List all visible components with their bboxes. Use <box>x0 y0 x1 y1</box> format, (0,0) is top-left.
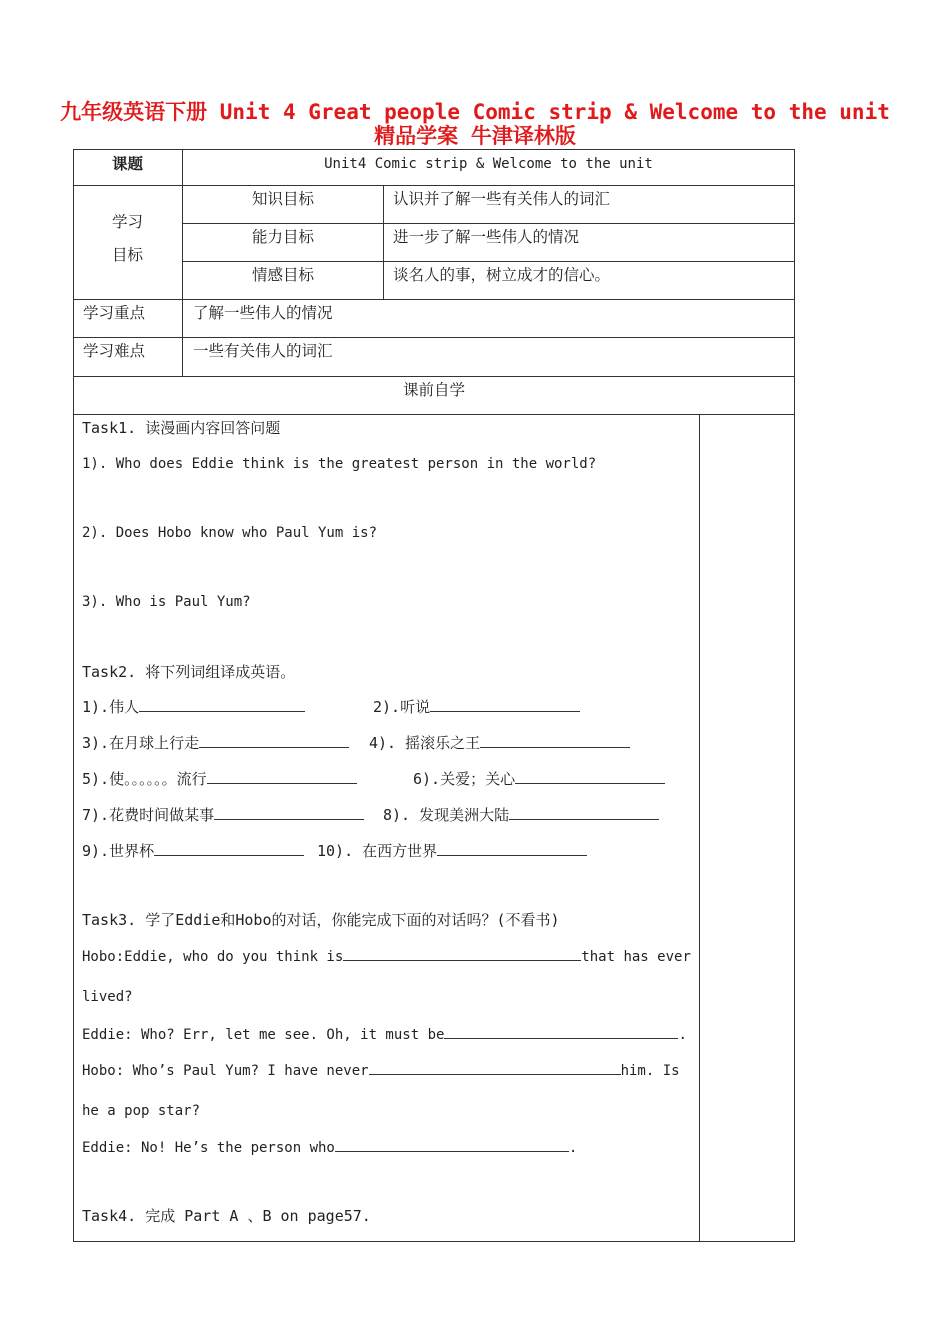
section-title: 课前自学 <box>402 381 465 399</box>
task2-item <box>82 805 364 825</box>
dialogue-text: Eddie: Who? Err, let me see. Oh, it must be <box>82 1027 445 1043</box>
column-divider <box>182 149 183 376</box>
task2-item-label: 1).伟人 <box>82 698 140 716</box>
objectives-label-line2: 目标 <box>111 246 143 264</box>
task2-item-label: 6).关爱；关心 <box>413 770 516 788</box>
task2-item <box>82 841 304 861</box>
row-divider <box>73 376 795 377</box>
document-title-line1: 九年级英语下册 Unit 4 Great people Comic strip & Welcome to the unit <box>60 100 890 124</box>
answer-blank[interactable] <box>199 733 349 748</box>
dialogue-line <box>82 1060 680 1081</box>
task2-item <box>383 805 659 825</box>
task2-item <box>82 733 349 753</box>
task3-heading: Task3. 学了Eddie和Hobo的对话，你能完成下面的对话吗？(不看书) <box>82 911 560 929</box>
answer-blank[interactable] <box>139 697 305 712</box>
dialogue-text: him. Is <box>620 1063 680 1079</box>
objective-name: 知识目标 <box>251 190 314 208</box>
answer-blank[interactable] <box>154 841 304 856</box>
objective-desc: 进一步了解一些伟人的情况 <box>393 228 580 246</box>
key-point-label: 学习重点 <box>83 304 146 322</box>
difficulty-value: 一些有关伟人的词汇 <box>193 342 333 360</box>
answer-blank[interactable] <box>515 769 665 784</box>
task2-item-label: 10). 在西方世界 <box>317 842 438 860</box>
row-divider <box>182 261 795 262</box>
dialogue-line <box>82 1137 577 1158</box>
answer-blank[interactable] <box>214 805 364 820</box>
objectives-label-line1: 学习 <box>111 213 143 231</box>
topic-label: 课题 <box>111 154 143 173</box>
dialogue-text: . <box>568 1140 578 1156</box>
task1-heading: Task1. 读漫画内容回答问题 <box>82 419 281 437</box>
dialogue-line: lived? <box>82 989 133 1005</box>
objective-desc: 谈名人的事，树立成才的信心。 <box>393 266 611 284</box>
task2-item-label: 4). 摇滚乐之王 <box>369 734 481 752</box>
task2-item <box>82 697 305 717</box>
document-title-line2: 精品学案 牛津译林版 <box>374 124 576 148</box>
task2-item-label: 3).在月球上行走 <box>82 734 200 752</box>
task2-item <box>369 733 630 753</box>
objective-name: 情感目标 <box>251 266 314 284</box>
task2-item-label: 5).使。。。。。。流行 <box>82 770 207 788</box>
dialogue-text: that has ever <box>581 949 691 965</box>
answer-blank[interactable] <box>335 1137 569 1152</box>
key-point-value: 了解一些伟人的情况 <box>193 304 333 322</box>
task1-question: 3). Who is Paul Yum? <box>82 594 251 610</box>
dialogue-text: Hobo: Who’s Paul Yum? I have never <box>82 1063 369 1079</box>
task2-item-label: 7).花费时间做某事 <box>82 806 215 824</box>
dialogue-text: Hobo:Eddie, who do you think is <box>82 949 344 965</box>
task1-question: 1). Who does Eddie think is the greatest person in the world? <box>82 456 597 472</box>
task2-item-label: 9).世界杯 <box>82 842 155 860</box>
objective-name: 能力目标 <box>251 228 314 246</box>
dialogue-text: Eddie: No! He’s the person who <box>82 1140 335 1156</box>
task2-item-label: 8). 发现美洲大陆 <box>383 806 510 824</box>
task2-item <box>413 769 665 789</box>
answer-blank[interactable] <box>207 769 357 784</box>
task2-item-label: 2).听说 <box>373 698 431 716</box>
task4-heading: Task4. 完成 Part A 、B on page57. <box>82 1207 371 1225</box>
objective-desc: 认识并了解一些有关伟人的词汇 <box>393 190 611 208</box>
answer-blank[interactable] <box>437 841 587 856</box>
row-divider <box>73 414 795 415</box>
answer-blank[interactable] <box>480 733 630 748</box>
answer-blank[interactable] <box>444 1024 678 1039</box>
task2-item <box>317 841 587 861</box>
worksheet-table <box>73 149 795 1242</box>
table-border-left <box>73 149 74 1242</box>
task1-question: 2). Does Hobo know who Paul Yum is? <box>82 525 378 541</box>
dialogue-line: he a pop star? <box>82 1103 201 1119</box>
column-divider <box>383 185 384 299</box>
task2-item <box>82 769 357 789</box>
table-border-right <box>794 149 795 1242</box>
answer-blank[interactable] <box>369 1060 621 1075</box>
task2-heading: Task2. 将下列词组译成英语。 <box>82 663 296 681</box>
column-divider <box>699 414 700 1242</box>
dialogue-line <box>82 1024 687 1045</box>
task2-item <box>373 697 580 717</box>
table-border-bottom <box>73 1241 795 1242</box>
answer-blank[interactable] <box>343 946 581 961</box>
answer-blank[interactable] <box>430 697 580 712</box>
difficulty-label: 学习难点 <box>83 342 146 360</box>
topic-value: Unit4 Comic strip & Welcome to the unit <box>324 156 653 172</box>
dialogue-text: . <box>678 1027 687 1043</box>
dialogue-line <box>82 946 691 967</box>
row-divider <box>182 223 795 224</box>
answer-blank[interactable] <box>509 805 659 820</box>
